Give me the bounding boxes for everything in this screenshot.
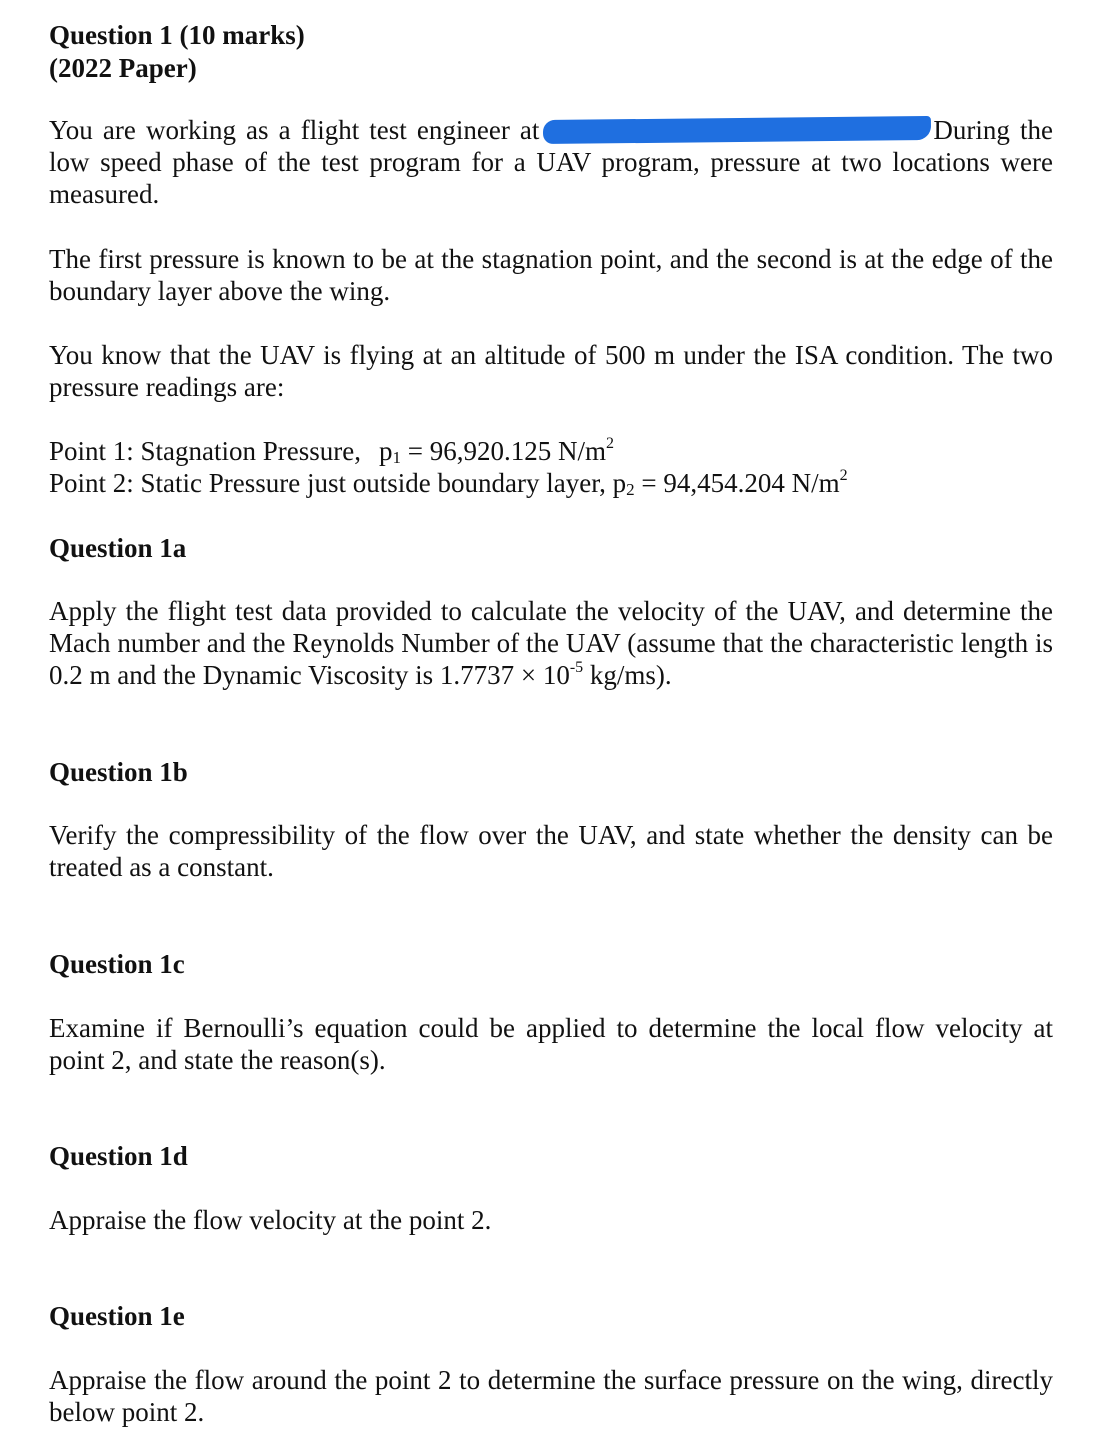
- question-1e-text: Appraise the flow around the point 2 to determine the surface pressure on the wing, directly below point 2.: [49, 1365, 1053, 1427]
- redaction-mark: [543, 116, 931, 144]
- intro-paragraph-1: [49, 114, 1053, 210]
- intro-text-1: [49, 114, 1053, 210]
- question-title: Question 1 (10 marks): [49, 20, 305, 50]
- question-1d-text: Appraise the flow velocity at the point 2.: [49, 1205, 492, 1235]
- question-1c: [49, 948, 1053, 981]
- intro-text-2: The first pressure is known to be at the stagnation point, and the second is at the edge of the boundary layer above the wing.: [49, 244, 1053, 306]
- point1-subscript: 1: [392, 448, 401, 467]
- question-1e-body: [49, 1364, 1053, 1428]
- point1-unit-exponent: 2: [605, 435, 614, 452]
- question-1a-text-main: Apply the flight test data provided to calculate the velocity of the UAV, and determine the Mach number and the Reynolds Number of the UAV (assume that the characteristic length is 0.2 m and the Dynamic Viscosity is 1.7737 × 10: [49, 596, 1053, 690]
- question-1d: [49, 1140, 1053, 1173]
- question-1c-body: [49, 1012, 1053, 1076]
- question-1a-text: [49, 595, 1053, 691]
- intro-text-before-redaction: You are working as a flight test engineer at: [49, 115, 540, 145]
- point2-symbol: p: [612, 468, 627, 498]
- question-1e: [49, 1300, 1053, 1333]
- question-1b-body: [49, 819, 1053, 883]
- question-1b-heading: Question 1b: [49, 757, 188, 787]
- viscosity-exponent: -5: [569, 659, 584, 676]
- point2-label: Point 2: Static Pressure just outside boundary layer,: [49, 468, 606, 498]
- point1-symbol: p: [379, 436, 393, 466]
- point2-value: = 94,454.204 N/m: [641, 468, 840, 498]
- intro-paragraph-3: [49, 339, 1053, 403]
- question-1b: [49, 756, 1053, 789]
- question-1c-text: Examine if Bernoulli’s equation could be applied to determine the local flow velocity at point 2, and state the reason(s).: [49, 1013, 1053, 1075]
- intro-text-after-redaction: During the low speed phase of the test program for a UAV program, pressure at two locations were measured.: [49, 115, 1053, 209]
- question-1a: [49, 532, 1053, 565]
- paper-year: (2022 Paper): [49, 53, 197, 83]
- reading-point-2: [49, 467, 1053, 499]
- reading-point-1: [49, 435, 1053, 467]
- point2-subscript: 2: [626, 480, 635, 499]
- pressure-readings: [49, 435, 1053, 499]
- question-1d-body: [49, 1204, 1053, 1236]
- question-1e-heading: Question 1e: [49, 1301, 185, 1331]
- question-header: [49, 19, 1053, 85]
- question-1a-body: [49, 595, 1053, 691]
- point1-value: = 96,920.125 N/m: [407, 436, 606, 466]
- question-1d-heading: Question 1d: [49, 1141, 188, 1171]
- point1-label: Point 1: Stagnation Pressure,: [49, 436, 361, 466]
- point2-unit-exponent: 2: [839, 467, 848, 484]
- intro-paragraph-2: [49, 243, 1053, 307]
- question-1a-text-unit: kg/ms).: [583, 660, 672, 690]
- intro-text-3: You know that the UAV is flying at an altitude of 500 m under the ISA condition. The two pressure readings are:: [49, 340, 1053, 402]
- question-1c-heading: Question 1c: [49, 949, 185, 979]
- question-1b-text: Verify the compressibility of the flow over the UAV, and state whether the density can be treated as a constant.: [49, 820, 1053, 882]
- question-1a-heading: Question 1a: [49, 533, 187, 563]
